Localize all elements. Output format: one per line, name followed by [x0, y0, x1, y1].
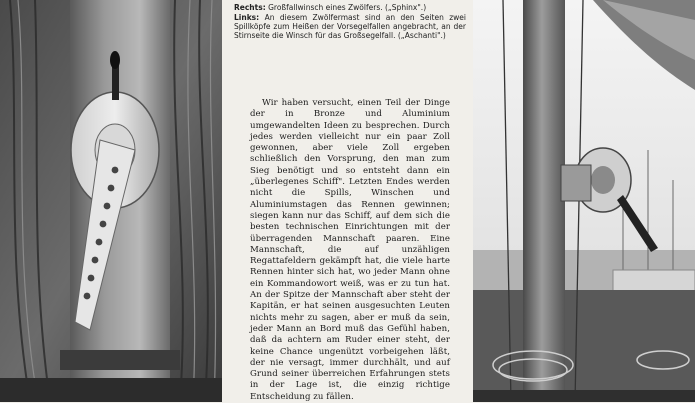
article-paragraph: Wir haben versucht, einen Teil der Dinge der in Bronze und Aluminium umgewandelten Ideen zu besprechen. Durch jedes werden vielleicht nur ein paar Zoll gewonnen, aber viele Zoll ergeben schließlich den Vorsprung, den man zum Sieg benötigt und so entsteht dann ein „überlegenes Schiff". Letzten Endes werden nicht die Spills, Winschen und Aluminiumstagen das Rennen gewinnen; siegen kann nur das Schiff, auf dem sich die besten technischen Einrichtungen mit der überragenden Mannschaft paaren. Eine Mannschaft, die auf unzähligen Regattafeldern gekämpft hat, die viele harte Rennen hinter sich hat, wo jeder Mann ohne ein Kommandowort weiß, was er zu tun hat. An der Spitze der Mannschaft aber steht der Kapitän, er hat seinen ausgesuchten Leuten nichts mehr zu sagen, aber er muß da sein, jeder Mann an Bord muß das Gefühl haben, daß da achtern am Ruder einer steht, der keine Chance ungenützt vorbeigehen läßt, der nie versagt, immer durchhält, und auf Grund seiner überreichen Erfahrungen stets in der Lage ist, die einzig richtige Entscheidung zu fällen. — [250, 98, 450, 402]
harbor-mast-photo — [473, 0, 695, 402]
photo-mast-winch-left — [0, 0, 222, 402]
caption-left-label: Links: — [234, 13, 260, 22]
mast-winch-photo — [0, 0, 222, 402]
text-column — [222, 0, 473, 402]
caption-left — [234, 13, 466, 40]
photo-captions — [234, 3, 466, 41]
caption-right-label: Rechts: — [234, 3, 266, 12]
photo-mast-winch-right — [473, 0, 695, 402]
caption-right-text: Großfallwinsch eines Zwölfers. („Sphinx".) — [268, 3, 427, 12]
caption-left-text: An diesem Zwölfermast sind an den Seiten zwei Spillköpfe zum Heißen der Vorsegelfallen angebracht, an der Stirnseite die Winsch für das Großsegelfall. („Aschanti".) — [234, 13, 467, 40]
caption-right — [234, 3, 466, 12]
